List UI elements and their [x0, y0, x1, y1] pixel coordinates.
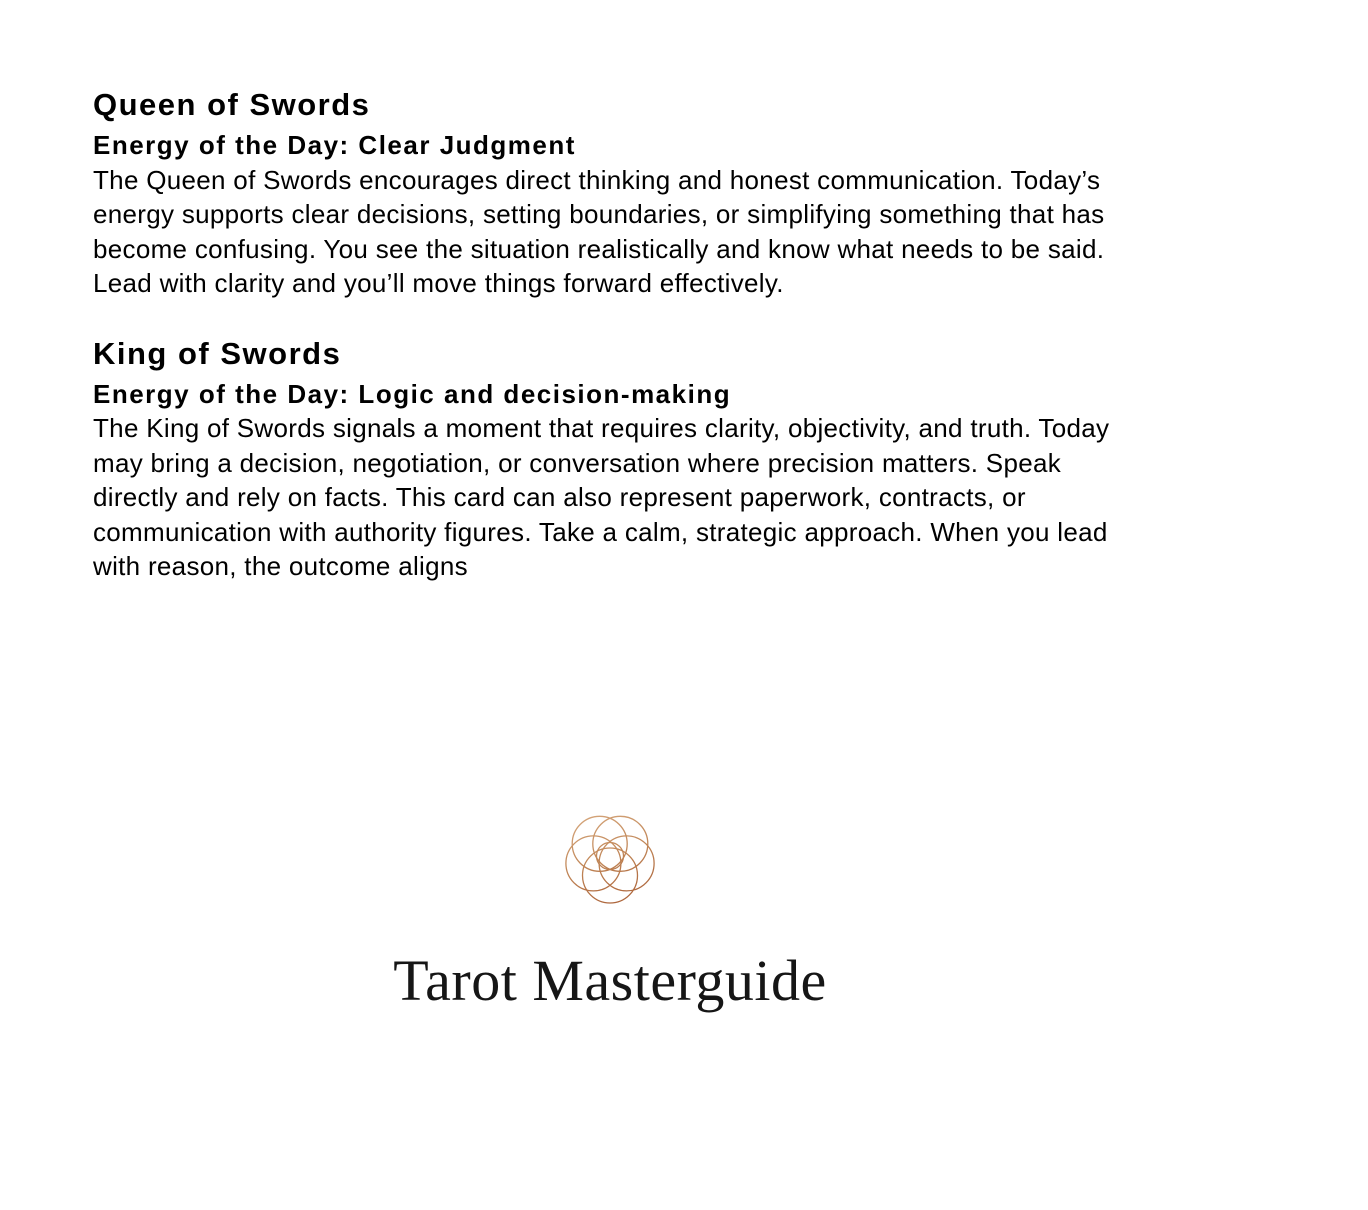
card-title-king-of-swords: King of Swords [93, 335, 342, 371]
brand-wordmark: Tarot Masterguide [393, 947, 827, 1013]
document-content [93, 0, 1127, 1014]
card-section-king-of-swords [93, 335, 1127, 584]
card-description-king: The King of Swords signals a moment that requires clarity, objectivity, and truth. Today may bring a decision, negotiation, or conversation where precision matters. Speak directly and rely on facts. This card can also represent paperwork, contracts, or communication with authority figures. Take a calm, strategic approach. When you lead with reason, the outcome aligns [93, 413, 1110, 581]
card-description-queen: The Queen of Swords encourages direct thinking and honest communication. Today’s energy supports clear decisions, setting boundaries, or simplifying something that has become confusing. You see the situation realistically and know what needs to be said. Lead with clarity and you’ll move things forward effectively. [93, 164, 1105, 298]
overlapping-circles-rosette-icon [560, 808, 660, 908]
card-energy-heading-king: Energy of the Day: Logic and decision-making [93, 378, 732, 409]
card-section-queen-of-swords [93, 86, 1127, 301]
brand-block [93, 808, 1127, 1014]
card-energy-heading-queen: Energy of the Day: Clear Judgment [93, 130, 576, 160]
card-title-queen-of-swords: Queen of Swords [93, 87, 371, 122]
